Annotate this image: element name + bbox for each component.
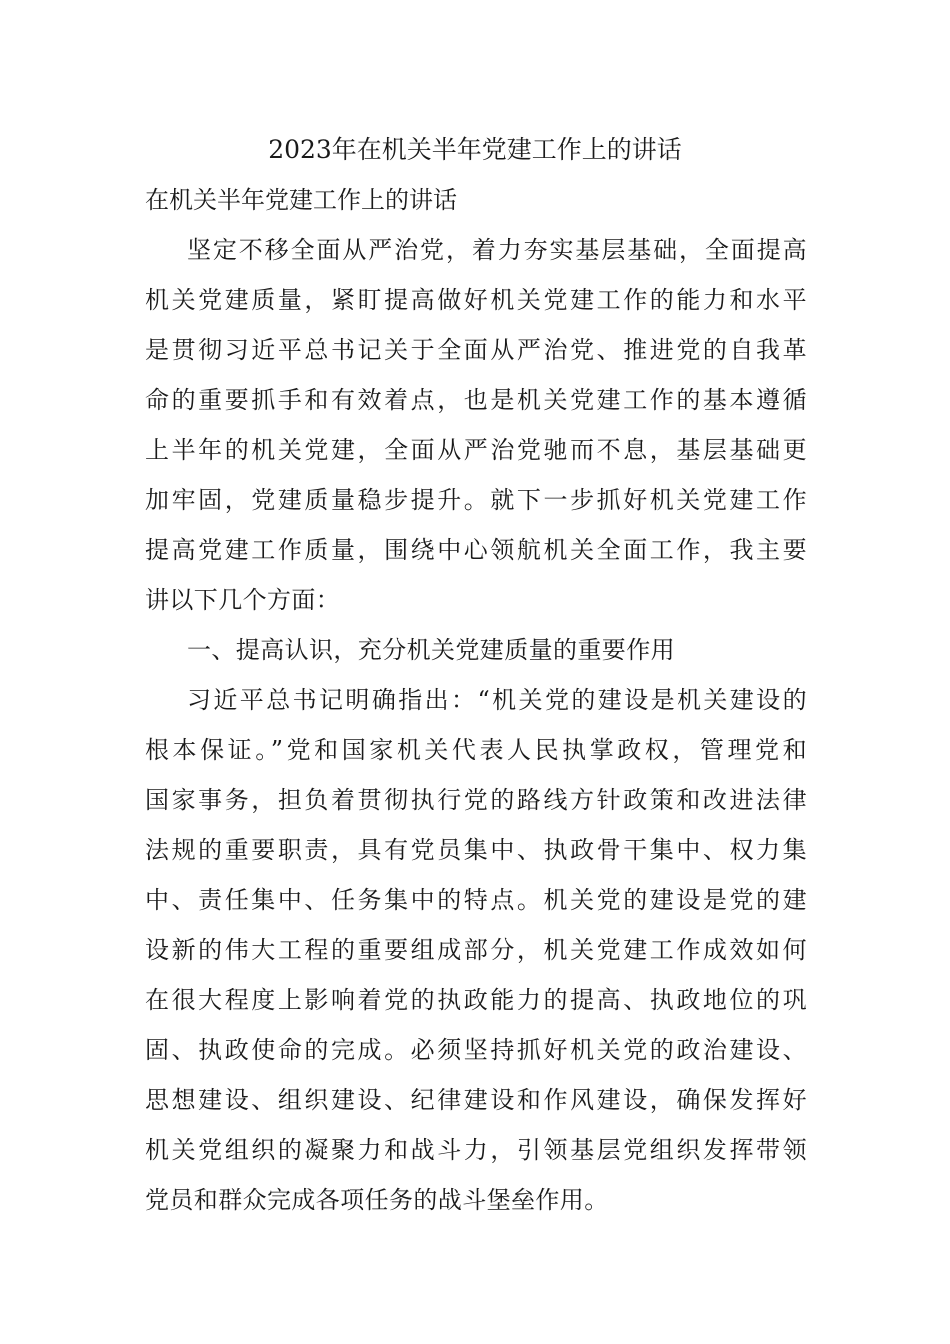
text-line: 思想建设、组织建设、纪律建设和作风建设，确保发挥好 bbox=[145, 1086, 807, 1114]
text-line: 是贯彻习近平总书记关于全面从严治党、推进党的自我革 bbox=[145, 336, 807, 364]
text-line: 加牢固，党建质量稳步提升。就下一步抓好机关党建工作 bbox=[145, 486, 807, 514]
text-line: 上半年的机关党建，全面从严治党驰而不息，基层基础更 bbox=[145, 436, 807, 464]
text-line: 讲以下几个方面： bbox=[145, 586, 341, 614]
text-line: 机关党组织的凝聚力和战斗力，引领基层党组织发挥带领 bbox=[145, 1136, 807, 1164]
text-line: 提高党建工作质量，围绕中心领航机关全面工作，我主要 bbox=[145, 536, 807, 564]
text-line: 机关党建质量，紧盯提高做好机关党建工作的能力和水平 bbox=[145, 286, 807, 314]
text-line: 在很大程度上影响着党的执政能力的提高、执政地位的巩 bbox=[145, 986, 807, 1014]
text-line: 习近平总书记明确指出：“机关党的建设是机关建设的 bbox=[187, 686, 807, 714]
text-line: 党员和群众完成各项任务的战斗堡垒作用。 bbox=[145, 1186, 609, 1214]
text-line: 中、责任集中、任务集中的特点。机关党的建设是党的建 bbox=[145, 886, 807, 914]
text-line: 命的重要抓手和有效着点，也是机关党建工作的基本遵循 bbox=[145, 386, 807, 414]
text-line: 国家事务，担负着贯彻执行党的路线方针政策和改进法律 bbox=[145, 786, 807, 814]
document-subtitle: 在机关半年党建工作上的讲话 bbox=[145, 186, 457, 214]
text-line: 设新的伟大工程的重要组成部分，机关党建工作成效如何 bbox=[145, 936, 807, 964]
text-line: 根本保证。”党和国家机关代表人民执掌政权，管理党和 bbox=[145, 736, 807, 764]
section-heading: 一、提高认识，充分机关党建质量的重要作用 bbox=[187, 636, 675, 664]
text-line: 固、执政使命的完成。必须坚持抓好机关党的政治建设、 bbox=[145, 1036, 807, 1064]
text-line: 坚定不移全面从严治党，着力夯实基层基础，全面提高 bbox=[187, 236, 807, 264]
document-title: 2023年在机关半年党建工作上的讲话 bbox=[268, 135, 682, 164]
text-line: 法规的重要职责，具有党员集中、执政骨干集中、权力集 bbox=[145, 836, 807, 864]
